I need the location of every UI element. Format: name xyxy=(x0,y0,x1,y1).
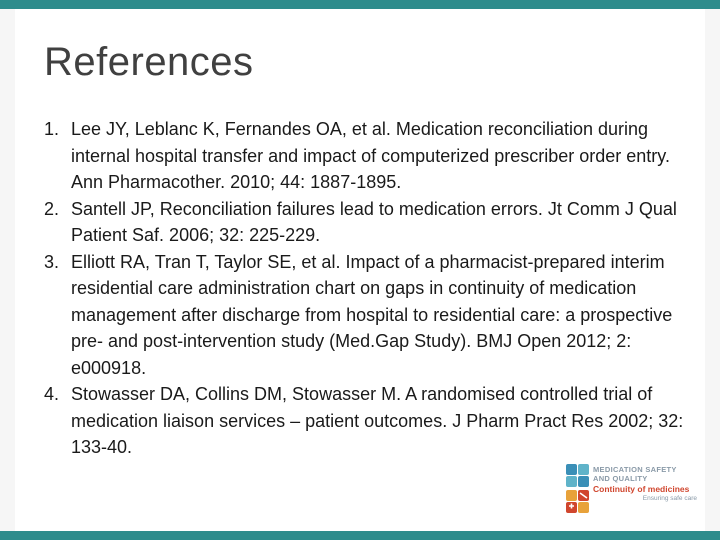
reference-number: 2. xyxy=(44,198,60,219)
reference-text: Stowasser DA, Collins DM, Stowasser M. A randomised controlled trial of medication liaison services – patient outcomes. J Pharm Pract Res 2002; 32: 133-40. xyxy=(71,384,684,457)
reference-item xyxy=(44,196,684,249)
reference-item xyxy=(44,249,684,382)
reference-item xyxy=(44,116,684,196)
medication-safety-logo xyxy=(565,462,695,518)
reference-number: 3. xyxy=(44,251,60,272)
bottom-accent-bar xyxy=(0,531,720,540)
logo-line-1: MEDICATION SAFETY xyxy=(593,465,677,474)
slide-title: References xyxy=(44,40,254,84)
logo-line-4: Ensuring safe care xyxy=(642,495,697,502)
reference-text: Santell JP, Reconciliation failures lead to medication errors. Jt Comm J Qual Patient Saf. 2006; 32: 225-229. xyxy=(71,198,677,245)
reference-text: Elliott RA, Tran T, Taylor SE, et al. Impact of a pharmacist-prepared interim residential care administration chart on gaps in continuity of medication management after discharge from hospital to residential care: a prospective pre- and post-intervention study (Med.Gap Study). BMJ Open 2012; 2: e000918. xyxy=(71,251,673,378)
logo-line-3: Continuity of medicines xyxy=(593,484,690,494)
logo-text xyxy=(593,465,697,503)
reference-list xyxy=(44,116,684,461)
reference-text: Lee JY, Leblanc K, Fernandes OA, et al. Medication reconciliation during internal hospital transfer and impact of computerized prescriber order entry. Ann Pharmacother. 2010; 44: 1887-1895. xyxy=(71,119,670,192)
top-accent-bar xyxy=(0,0,720,9)
reference-item xyxy=(44,381,684,461)
medication-safety-logo-icon xyxy=(565,462,591,518)
reference-number: 4. xyxy=(44,384,60,404)
logo-line-2: AND QUALITY xyxy=(593,474,648,483)
reference-number: 1. xyxy=(44,119,60,139)
